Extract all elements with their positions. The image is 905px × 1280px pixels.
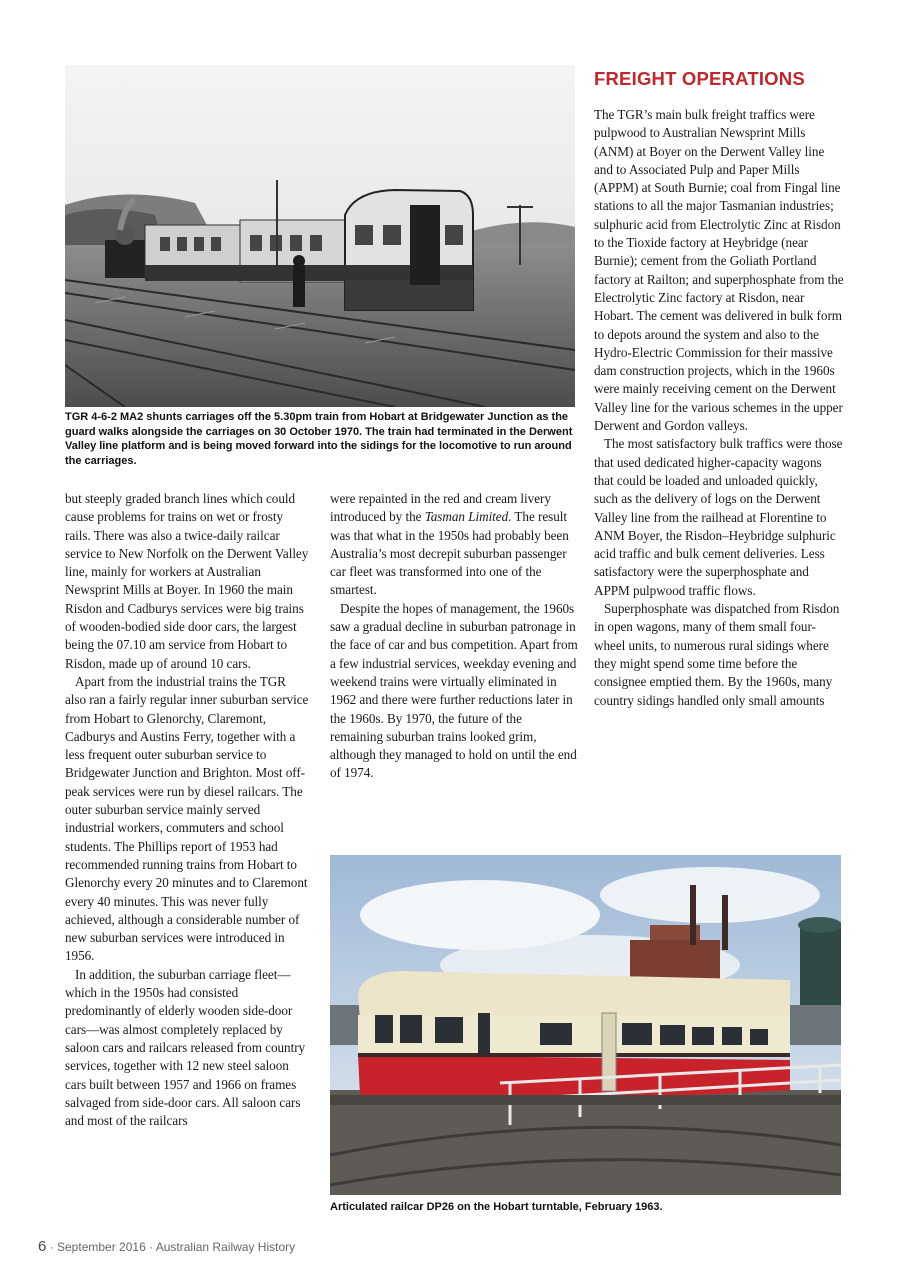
column-3 <box>594 106 844 710</box>
col1-paragraph-2: Apart from the industrial trains the TGR also ran a fairly regular inner suburban service from Hobart to Glenorchy, Claremont, Cadburys and Austins Ferry, together with a less frequent outer suburban service to Bridgewater Junction and Brighton. Most off-peak services were run by diesel railcars. The outer suburban service mainly served industrial workers, commuters and school students. The Phillips report of 1953 had recommended running trains from Hobart to Glenorchy every 20 minutes and to Claremont every 40 minutes. This was never fully achieved, although a considerable number of new suburban services were introduced in 1956. <box>65 673 309 964</box>
col2-p1-start: were repainted in the red and cream livery introduced by the <box>330 491 551 525</box>
col1-paragraph-3: In addition, the suburban carriage fleet—which in the 1950s had consisted predominantly of elderly wooden side-door cars—was almost completely replaced by saloon cars and railcars released from country services, together with 12 new steel saloon cars built between 1957 and 1966 on frames salvaged from side-door cars. All saloon cars and most of the railcars <box>65 966 306 1129</box>
section-heading: FREIGHT OPERATIONS <box>594 68 805 89</box>
col2-p1-italic: Tasman Limited <box>424 509 509 525</box>
photo-train-bridgewater <box>65 65 575 407</box>
photo2-caption: Articulated railcar DP26 on the Hobart turntable, February 1963. <box>330 1201 663 1213</box>
photo1-caption: TGR 4-6-2 MA2 shunts carriages off the 5.30pm train from Hobart at Bridgewater Junction as the guard walks alongside the carriages on 30 October 1970. The train had terminated in the Derwent Valley line platform and is being moved forward into the sidings for the locomotive to run around the carriages. <box>65 411 573 467</box>
col2-paragraph-2: Despite the hopes of management, the 1960s saw a gradual decline in suburban patronage in the face of car and bus competition. Apart from a few industrial services, weekday evening and weekend trains were virtually eliminated in 1962 and there were further reductions later in the 1960s. By 1970, the future of the remaining suburban trains looked grim, although they managed to hold on until the end of 1974. <box>330 600 578 781</box>
col2-paragraph-1 <box>330 490 578 600</box>
column-1 <box>65 490 310 1130</box>
col3-paragraph-3: Superphosphate was dispatched from Risdon in open wagons, many of them small four-wheel units, to numerous rural sidings where they might spend some time before the consignee emptied them. By the 1960s, many country sidings handled only small amounts <box>594 601 840 708</box>
col3-paragraph-1: The TGR’s main bulk freight traffics were pulpwood to Australian Newsprint Mills (ANM) at Boyer on the Derwent Valley line and to Associated Pulp and Paper Mills (APPM) at South Burnie; coal from Fingal line stations to all the major Tasmanian industries; sulphuric acid from Electrolytic Zinc at Risdon to the Tioxide factory at Heybridge (near Burnie); cement from the Goliath Portland factory at Railton; and superphosphate from the Electrolytic Zinc factory at Risdon, near Hobart. The cement was delivered in bulk form to depots around the system and also to the Hydro-Electric Commission for their massive dam construction projects, which in the 1960s were mainly receiving cement on the Derwent Valley line for the various schemes in the upper Derwent and Gordon valleys. <box>594 107 844 434</box>
col1-paragraph-1: but steeply graded branch lines which could cause problems for trains on wet or frosty rails. There was also a twice-daily railcar service to New Norfolk on the Derwent Valley line, mainly for workers at Australian Newsprint Mills at Boyer. In 1960 the main Risdon and Cadburys services were big trains of wooden-bodied side door cars, the largest being the 07.10 am service from Hobart to Risdon, made up of around 10 cars. <box>65 491 309 671</box>
page-number: 6 <box>38 1238 47 1255</box>
column-2 <box>330 490 578 783</box>
page-footer <box>38 1238 295 1255</box>
footer-text: · September 2016 · Australian Railway History <box>46 1240 296 1254</box>
col2-p1-end: . The result was that what in the 1950s had probably been Australia’s most decrepit suburban passenger car fleet was transformed into one of the smartest. <box>330 509 569 598</box>
photo-railcar-dp26 <box>330 855 841 1195</box>
col3-paragraph-2: The most satisfactory bulk traffics were those that used dedicated higher-capacity wagons that could be loaded and unloaded quickly, such as the delivery of logs on the Derwent Valley line from the railhead at Florentine to ANM Boyer, the Risdon–Heybridge sulphuric acid traffic and bulk cement deliveries. Less satisfactory were the superphosphate and APPM pulpwood traffic flows. <box>594 436 843 598</box>
